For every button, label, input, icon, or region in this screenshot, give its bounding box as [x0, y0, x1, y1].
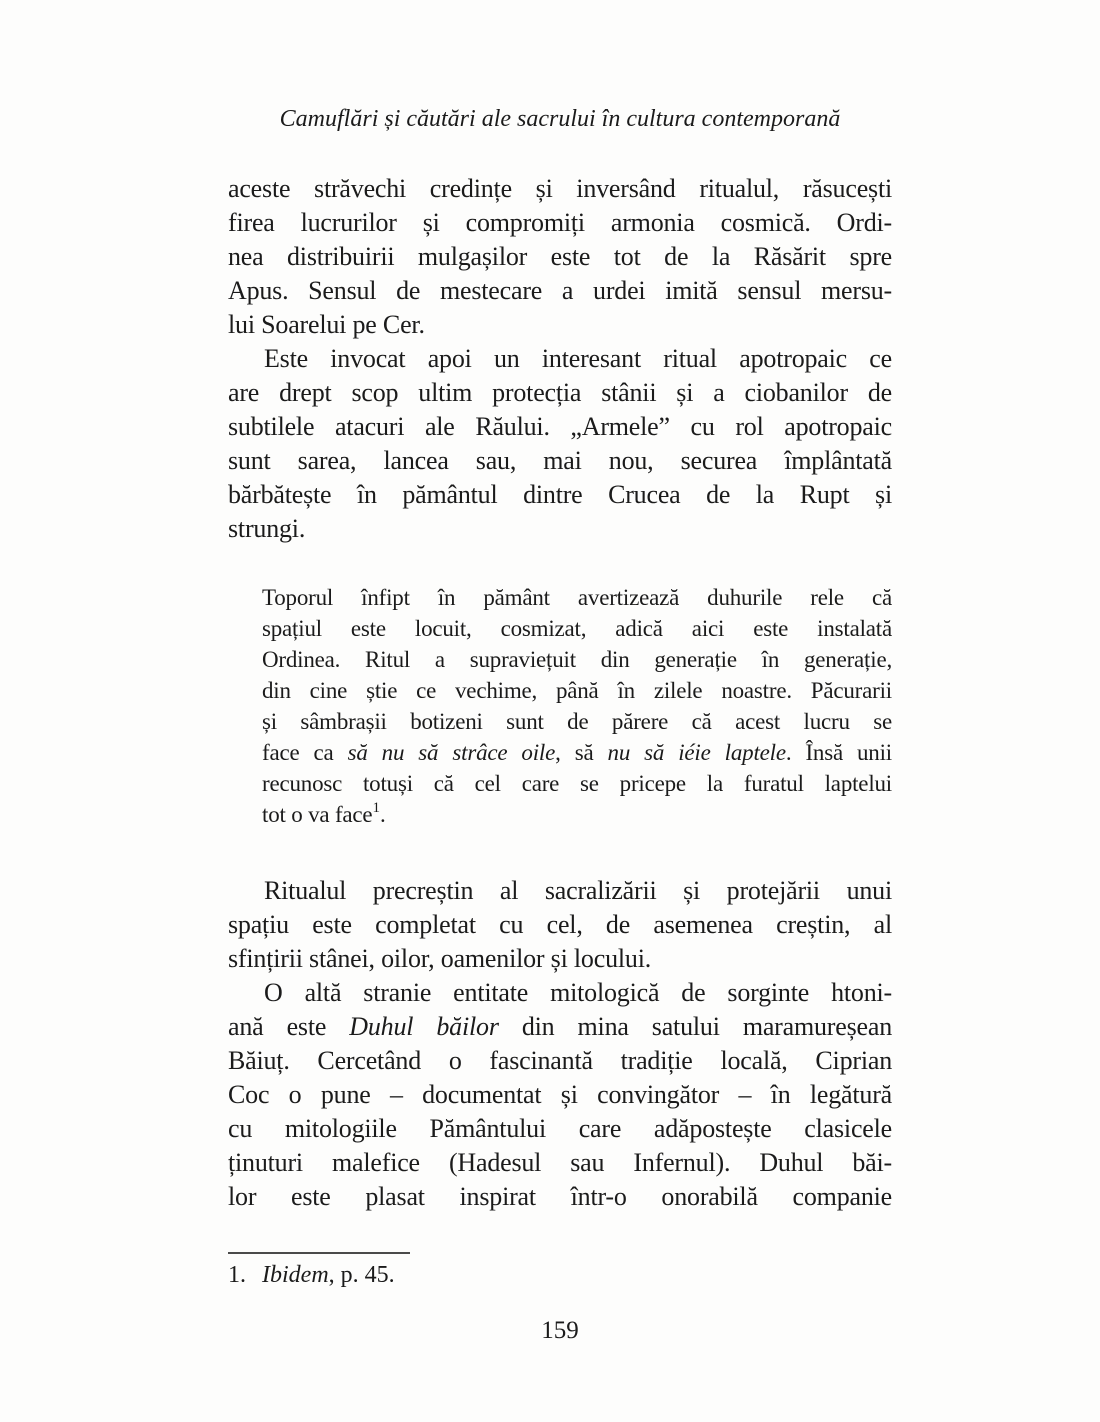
body-text: din mina satului maramureșean — [498, 1012, 892, 1041]
dialect-phrase: nu să iéie laptele — [607, 740, 786, 765]
quote-line — [262, 799, 892, 834]
footnote-divider — [228, 1252, 410, 1254]
quote-text: face ca — [262, 740, 348, 765]
text-line: Este invocat apoi un interesant ritual apotropaic ce — [264, 344, 892, 373]
text-line: Ritualul precreștin al sacralizării și protejării unui — [264, 876, 892, 905]
text-line: lui Soarelui pe Cer. — [228, 310, 425, 339]
page-number: 159 — [541, 1317, 579, 1344]
text-line: O altă stranie entitate mitologică de sorginte htoni- — [264, 978, 892, 1007]
footnote-source: Ibidem — [262, 1262, 329, 1288]
quote-text: . — [379, 802, 386, 827]
text-line: nea distribuirii mulgașilor este tot de la Răsărit spre — [228, 242, 892, 271]
text-line: lor este plasat inspirat într-o onorabilă companie — [228, 1182, 892, 1211]
footnote-number: 1. — [228, 1262, 246, 1288]
body-text: ană este — [228, 1012, 350, 1041]
text-line: sunt sarea, lancea sau, mai nou, securea împlântată — [228, 446, 892, 475]
quote-line — [262, 737, 892, 768]
footnote-text: , p. 45. — [328, 1262, 395, 1288]
text-line: ținuturi malefice (Hadesul sau Infernul). Duhul băi- — [228, 1148, 892, 1177]
text-line: spațiu este completat cu cel, de asemenea creștin, al — [228, 910, 892, 939]
text-line: Băiuț. Cercetând o fascinantă tradiție locală, Ciprian — [228, 1046, 892, 1075]
quote-line: spațiul este locuit, cosmizat, adică aici este instalată — [262, 616, 892, 641]
quote-line: recunosc totuși că cel care se pricepe la furatul laptelui — [262, 771, 892, 796]
quote-text: , să — [555, 740, 608, 765]
text-line: Coc o pune – documentat și convingător – în legătură — [228, 1080, 892, 1109]
paragraph — [228, 342, 892, 546]
paragraph — [228, 172, 892, 342]
quote-line: din cine știe ce vechime, până în zilele noastre. Păcurarii — [262, 678, 892, 703]
text-line — [228, 1010, 892, 1044]
text-line: bărbătește în pământul dintre Crucea de la Rupt și — [228, 480, 892, 509]
quote-text: . Însă unii — [785, 740, 892, 765]
text-line: sfințirii stânei, oilor, oamenilor și locului. — [228, 944, 652, 973]
block-quote — [262, 582, 892, 834]
quote-line: Toporul înfipt în pământ avertizează duhurile rele că — [262, 585, 892, 610]
text-line: cu mitologiile Pământului care adăpostește clasicele — [228, 1114, 892, 1143]
paragraph — [228, 874, 892, 976]
quote-line: și sâmbrașii botizeni sunt de părere că acest lucru se — [262, 709, 892, 734]
text-line: aceste străvechi credințe și inversând ritualul, răsucești — [228, 174, 892, 203]
text-line: subtilele atacuri ale Răului. „Armele” cu rol apotropaic — [228, 412, 892, 441]
text-line: strungi. — [228, 514, 306, 543]
term-emphasis: Duhul băilor — [349, 1012, 499, 1041]
text-line: firea lucrurilor și compromiți armonia cosmică. Ordi- — [228, 208, 892, 237]
dialect-phrase: să nu să strâce oile — [347, 740, 556, 765]
text-line: Apus. Sensul de mestecare a urdei imită sensul mersu- — [228, 276, 892, 305]
footnote-reference: 1 — [372, 800, 380, 816]
quote-text: tot o va face — [262, 802, 373, 827]
quote-line: Ordinea. Ritul a supraviețuit din generație în generație, — [262, 647, 892, 672]
paragraph — [228, 976, 892, 1214]
text-line: are drept scop ultim protecția stânii și a ciobanilor de — [228, 378, 892, 407]
footnote — [228, 1260, 892, 1290]
running-header: Camuflări și căutări ale sacrului în cultura contemporană — [279, 106, 841, 132]
